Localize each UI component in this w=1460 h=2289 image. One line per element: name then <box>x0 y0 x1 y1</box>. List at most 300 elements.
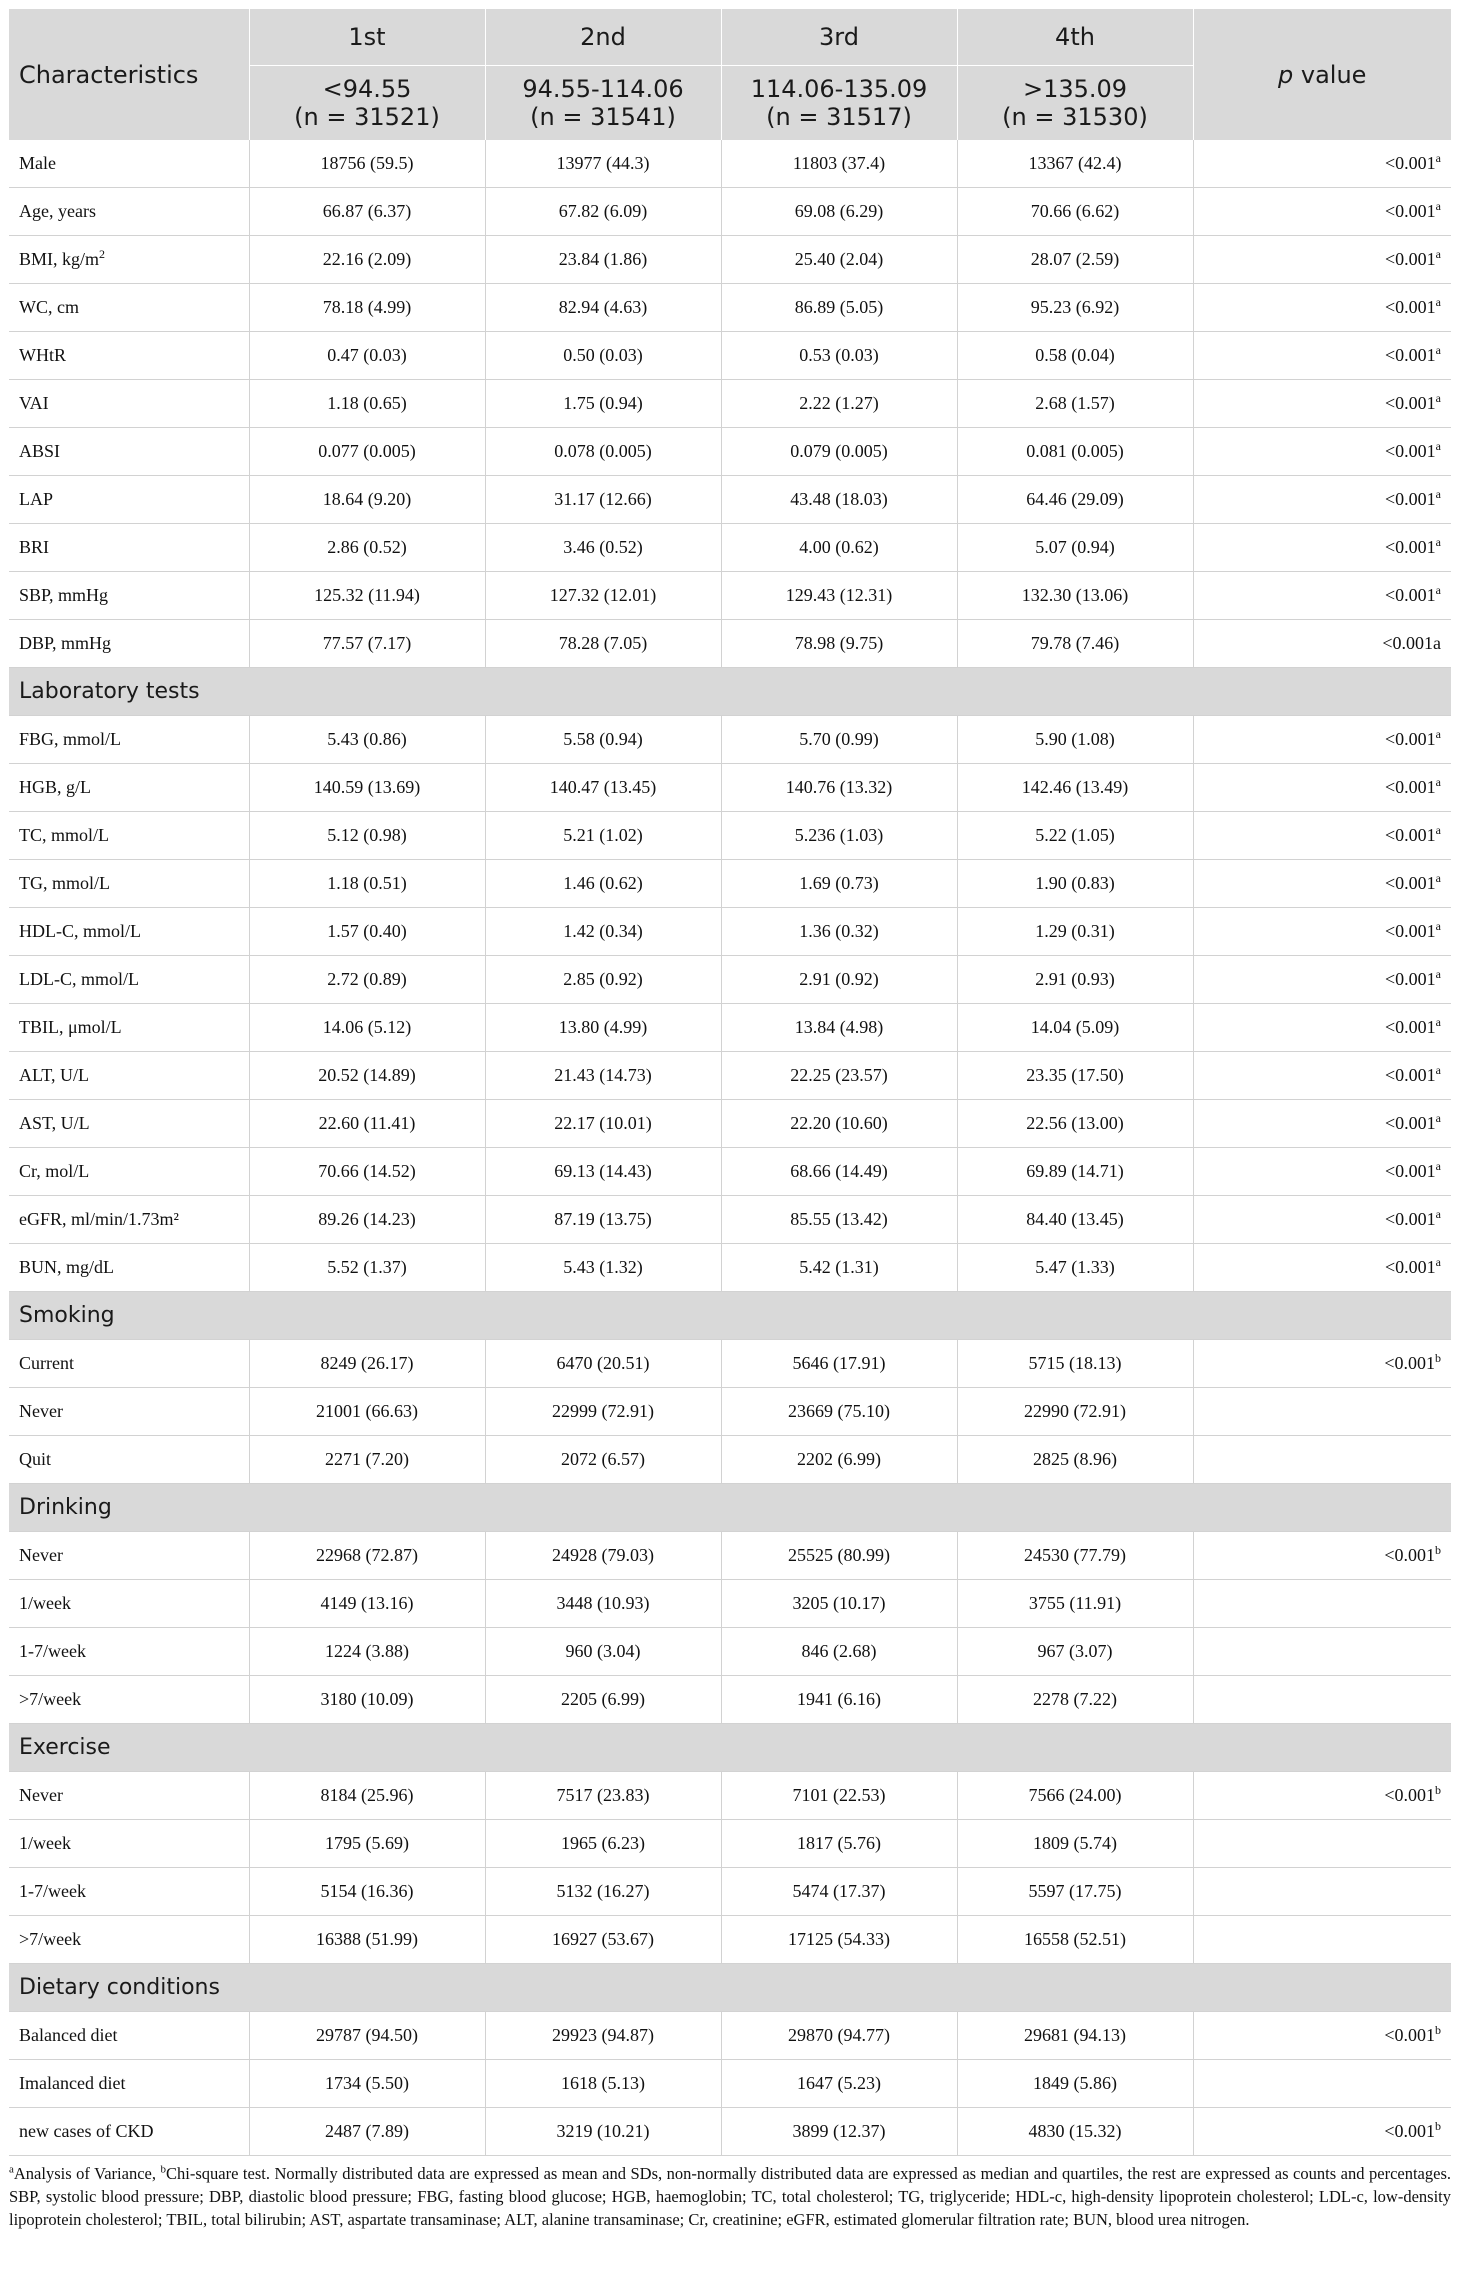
row-label: BMI, kg/m <box>19 249 100 269</box>
section-row <box>9 1484 1451 1532</box>
table-row <box>9 1244 1451 1292</box>
p-value-cell <box>1193 1196 1451 1244</box>
row-label-cell <box>9 380 249 428</box>
p-value-sup: a <box>1435 1159 1441 1173</box>
value-cell: 5.43 (1.32) <box>485 1244 721 1292</box>
row-label-cell <box>9 1244 249 1292</box>
value-cell: 25525 (80.99) <box>721 1532 957 1580</box>
value-cell: 4149 (13.16) <box>249 1580 485 1628</box>
row-label-cell <box>9 908 249 956</box>
value-cell: 142.46 (13.49) <box>957 764 1193 812</box>
row-label: Cr, mol/L <box>19 1161 90 1181</box>
value-cell: 5.42 (1.31) <box>721 1244 957 1292</box>
value-cell: 967 (3.07) <box>957 1628 1193 1676</box>
p-value-cell <box>1193 572 1451 620</box>
row-label-cell <box>9 236 249 284</box>
p-value: <0.001 <box>1385 1257 1436 1277</box>
value-cell: 1618 (5.13) <box>485 2060 721 2108</box>
value-cell: 43.48 (18.03) <box>721 476 957 524</box>
table-row <box>9 2060 1451 2108</box>
section-row <box>9 668 1451 716</box>
section-row <box>9 1964 1451 2012</box>
p-value: <0.001 <box>1385 489 1436 509</box>
range-text: 94.55-114.06 <box>522 75 684 103</box>
footnote-sup-a: a <box>9 2163 14 2176</box>
row-label-cell <box>9 1100 249 1148</box>
value-cell: 2.91 (0.92) <box>721 956 957 1004</box>
value-cell: 5.22 (1.05) <box>957 812 1193 860</box>
value-cell: 18756 (59.5) <box>249 140 485 188</box>
value-cell: 23669 (75.10) <box>721 1388 957 1436</box>
p-value-cell <box>1193 908 1451 956</box>
table-row <box>9 1868 1451 1916</box>
p-value: <0.001 <box>1385 345 1436 365</box>
value-cell: 13.84 (4.98) <box>721 1004 957 1052</box>
value-cell: 22.56 (13.00) <box>957 1100 1193 1148</box>
row-label-cell <box>9 956 249 1004</box>
value-cell: 1734 (5.50) <box>249 2060 485 2108</box>
value-cell: 5.236 (1.03) <box>721 812 957 860</box>
table-row <box>9 908 1451 956</box>
row-label-cell <box>9 332 249 380</box>
value-cell: 16558 (52.51) <box>957 1916 1193 1964</box>
value-cell: 2205 (6.99) <box>485 1676 721 1724</box>
value-cell: 24928 (79.03) <box>485 1532 721 1580</box>
header-group-3rd: 3rd <box>721 9 957 66</box>
table-row <box>9 1580 1451 1628</box>
p-value-cell <box>1193 1916 1451 1964</box>
table-body <box>9 140 1451 2156</box>
section-row <box>9 1724 1451 1772</box>
row-label: new cases of CKD <box>19 2121 154 2141</box>
value-cell: 960 (3.04) <box>485 1628 721 1676</box>
value-cell: 2.85 (0.92) <box>485 956 721 1004</box>
value-cell: 1.90 (0.83) <box>957 860 1193 908</box>
value-cell: 2271 (7.20) <box>249 1436 485 1484</box>
p-value-cell <box>1193 812 1451 860</box>
table-row <box>9 1052 1451 1100</box>
value-cell: 22.60 (11.41) <box>249 1100 485 1148</box>
header-p-value <box>1193 9 1451 140</box>
p-value-sup: b <box>1435 1543 1441 1557</box>
value-cell: 5.43 (0.86) <box>249 716 485 764</box>
row-label-cell <box>9 1340 249 1388</box>
row-label: 1/week <box>19 1593 71 1613</box>
row-label: BUN, mg/dL <box>19 1257 115 1277</box>
p-value-cell <box>1193 1148 1451 1196</box>
value-cell: 1809 (5.74) <box>957 1820 1193 1868</box>
header-range-1st <box>249 66 485 141</box>
table-row <box>9 1676 1451 1724</box>
value-cell: 31.17 (12.66) <box>485 476 721 524</box>
p-value-cell <box>1193 236 1451 284</box>
value-cell: 5.47 (1.33) <box>957 1244 1193 1292</box>
value-cell: 3205 (10.17) <box>721 1580 957 1628</box>
row-label: Balanced diet <box>19 2025 118 2045</box>
table-row <box>9 236 1451 284</box>
row-label: Quit <box>19 1449 52 1469</box>
p-value: <0.001 <box>1385 969 1436 989</box>
p-value-sup: a <box>1435 967 1441 981</box>
table-container <box>9 9 1451 2156</box>
value-cell: 1.69 (0.73) <box>721 860 957 908</box>
row-label: TBIL, μmol/L <box>19 1017 122 1037</box>
row-label-cell <box>9 2060 249 2108</box>
characteristics-table <box>9 9 1451 2156</box>
table-row <box>9 1196 1451 1244</box>
value-cell: 6470 (20.51) <box>485 1340 721 1388</box>
section-heading: Dietary conditions <box>9 1964 1451 2012</box>
row-label: DBP, mmHg <box>19 633 112 653</box>
row-label-cell <box>9 764 249 812</box>
p-value-sup: b <box>1435 2023 1441 2037</box>
p-value-cell <box>1193 764 1451 812</box>
table-row <box>9 2108 1451 2156</box>
table-row <box>9 1916 1451 1964</box>
p-value-cell <box>1193 332 1451 380</box>
value-cell: 87.19 (13.75) <box>485 1196 721 1244</box>
n-text: (n = 31530) <box>1002 103 1148 131</box>
row-label: Never <box>19 1401 63 1421</box>
row-label-cell <box>9 284 249 332</box>
table-row <box>9 1004 1451 1052</box>
value-cell: 5646 (17.91) <box>721 1340 957 1388</box>
value-cell: 1.36 (0.32) <box>721 908 957 956</box>
row-label-cell <box>9 188 249 236</box>
p-value: <0.001 <box>1385 729 1436 749</box>
value-cell: 66.87 (6.37) <box>249 188 485 236</box>
p-value-cell <box>1193 2108 1451 2156</box>
p-value-sup: b <box>1435 1783 1441 1797</box>
p-value-sup: a <box>1435 775 1441 789</box>
row-label-cell <box>9 1532 249 1580</box>
value-cell: 11803 (37.4) <box>721 140 957 188</box>
value-cell: 13.80 (4.99) <box>485 1004 721 1052</box>
value-cell: 129.43 (12.31) <box>721 572 957 620</box>
table-row <box>9 284 1451 332</box>
p-value: <0.001 <box>1385 825 1436 845</box>
p-value: <0.001 <box>1385 1065 1436 1085</box>
row-label-cell <box>9 2012 249 2060</box>
p-value: <0.001 <box>1385 1209 1436 1229</box>
p-value: <0.001 <box>1385 537 1436 557</box>
p-value-sup: b <box>1435 2119 1441 2133</box>
value-cell: 16927 (53.67) <box>485 1916 721 1964</box>
row-label: Age, years <box>19 201 96 221</box>
value-cell: 5.21 (1.02) <box>485 812 721 860</box>
row-label-cell <box>9 716 249 764</box>
value-cell: 4830 (15.32) <box>957 2108 1193 2156</box>
row-label-cell <box>9 620 249 668</box>
table-row <box>9 860 1451 908</box>
value-cell: 3448 (10.93) <box>485 1580 721 1628</box>
header-range-2nd <box>485 66 721 141</box>
row-label: eGFR, ml/min/1.73m² <box>19 1209 179 1229</box>
table-row <box>9 1388 1451 1436</box>
row-label: >7/week <box>19 1689 82 1709</box>
row-label-cell <box>9 1148 249 1196</box>
value-cell: 0.078 (0.005) <box>485 428 721 476</box>
row-label-cell <box>9 1772 249 1820</box>
value-cell: 1941 (6.16) <box>721 1676 957 1724</box>
p-value-cell <box>1193 1676 1451 1724</box>
p-value-cell <box>1193 1532 1451 1580</box>
table-row <box>9 572 1451 620</box>
table-row <box>9 764 1451 812</box>
value-cell: 8184 (25.96) <box>249 1772 485 1820</box>
value-cell: 7517 (23.83) <box>485 1772 721 1820</box>
table-row <box>9 188 1451 236</box>
p-value: <0.001 <box>1385 1161 1436 1181</box>
value-cell: 24530 (77.79) <box>957 1532 1193 1580</box>
value-cell: 69.89 (14.71) <box>957 1148 1193 1196</box>
value-cell: 0.077 (0.005) <box>249 428 485 476</box>
header-range-4th <box>957 66 1193 141</box>
p-value-sup: a <box>1435 1063 1441 1077</box>
value-cell: 140.59 (13.69) <box>249 764 485 812</box>
value-cell: 1.18 (0.51) <box>249 860 485 908</box>
row-label: Imalanced diet <box>19 2073 126 2093</box>
p-value-sup: a <box>1435 295 1441 309</box>
value-cell: 29681 (94.13) <box>957 2012 1193 2060</box>
p-value-sup: a <box>1435 391 1441 405</box>
p-value-cell <box>1193 1436 1451 1484</box>
p-value-cell <box>1193 716 1451 764</box>
row-label: TG, mmol/L <box>19 873 110 893</box>
value-cell: 5.52 (1.37) <box>249 1244 485 1292</box>
value-cell: 84.40 (13.45) <box>957 1196 1193 1244</box>
table-header <box>9 9 1451 140</box>
table-row <box>9 1628 1451 1676</box>
value-cell: 3219 (10.21) <box>485 2108 721 2156</box>
value-cell: 21001 (66.63) <box>249 1388 485 1436</box>
value-cell: 0.50 (0.03) <box>485 332 721 380</box>
value-cell: 22.20 (10.60) <box>721 1100 957 1148</box>
p-value: <0.001 <box>1384 1353 1435 1373</box>
section-heading: Smoking <box>9 1292 1451 1340</box>
p-value-sup: a <box>1435 583 1441 597</box>
row-label-cell <box>9 1580 249 1628</box>
p-value-cell <box>1193 1820 1451 1868</box>
row-label-cell <box>9 140 249 188</box>
table-row <box>9 1820 1451 1868</box>
row-label-cell <box>9 476 249 524</box>
value-cell: 5.12 (0.98) <box>249 812 485 860</box>
footnote-sup-b: b <box>160 2163 166 2176</box>
table-row <box>9 524 1451 572</box>
value-cell: 1965 (6.23) <box>485 1820 721 1868</box>
row-label-cell <box>9 1868 249 1916</box>
value-cell: 70.66 (14.52) <box>249 1148 485 1196</box>
table-row <box>9 332 1451 380</box>
value-cell: 2.86 (0.52) <box>249 524 485 572</box>
p-value: <0.001 <box>1385 297 1436 317</box>
p-value-cell <box>1193 956 1451 1004</box>
value-cell: 0.079 (0.005) <box>721 428 957 476</box>
p-value-sup: a <box>1435 1207 1441 1221</box>
value-cell: 85.55 (13.42) <box>721 1196 957 1244</box>
value-cell: 1647 (5.23) <box>721 2060 957 2108</box>
section-heading: Exercise <box>9 1724 1451 1772</box>
value-cell: 5597 (17.75) <box>957 1868 1193 1916</box>
row-label: AST, U/L <box>19 1113 90 1133</box>
value-cell: 5154 (16.36) <box>249 1868 485 1916</box>
p-value-cell <box>1193 188 1451 236</box>
value-cell: 1795 (5.69) <box>249 1820 485 1868</box>
p-value-cell <box>1193 1772 1451 1820</box>
p-value-cell <box>1193 1004 1451 1052</box>
p-value-cell <box>1193 1388 1451 1436</box>
table-row <box>9 476 1451 524</box>
value-cell: 140.76 (13.32) <box>721 764 957 812</box>
value-cell: 16388 (51.99) <box>249 1916 485 1964</box>
row-label: HDL-C, mmol/L <box>19 921 141 941</box>
value-cell: 5.70 (0.99) <box>721 716 957 764</box>
value-cell: 28.07 (2.59) <box>957 236 1193 284</box>
value-cell: 5.07 (0.94) <box>957 524 1193 572</box>
value-cell: 3180 (10.09) <box>249 1676 485 1724</box>
value-cell: 77.57 (7.17) <box>249 620 485 668</box>
section-heading: Laboratory tests <box>9 668 1451 716</box>
header-group-4th: 4th <box>957 9 1193 66</box>
p-value-sup: a <box>1435 919 1441 933</box>
value-cell: 22.16 (2.09) <box>249 236 485 284</box>
value-cell: 1.18 (0.65) <box>249 380 485 428</box>
table-row <box>9 1148 1451 1196</box>
p-value-cell <box>1193 476 1451 524</box>
p-value-cell <box>1193 284 1451 332</box>
table-row <box>9 716 1451 764</box>
row-label: BRI <box>19 537 50 557</box>
p-value-cell <box>1193 524 1451 572</box>
value-cell: 132.30 (13.06) <box>957 572 1193 620</box>
row-label: WC, cm <box>19 297 79 317</box>
row-label-cell <box>9 2108 249 2156</box>
value-cell: 3755 (11.91) <box>957 1580 1193 1628</box>
value-cell: 127.32 (12.01) <box>485 572 721 620</box>
p-value-sup: a <box>1435 439 1441 453</box>
table-row <box>9 1340 1451 1388</box>
header-range-3rd <box>721 66 957 141</box>
p-value: <0.001 <box>1384 1545 1435 1565</box>
value-cell: 3.46 (0.52) <box>485 524 721 572</box>
p-value-sup: a <box>1435 727 1441 741</box>
value-cell: 140.47 (13.45) <box>485 764 721 812</box>
p-value: <0.001 <box>1385 249 1436 269</box>
p-value: <0.001 <box>1384 2025 1435 2045</box>
p-value-sup: a <box>1435 487 1441 501</box>
value-cell: 22.17 (10.01) <box>485 1100 721 1148</box>
p-value: <0.001 <box>1385 153 1436 173</box>
value-cell: 29787 (94.50) <box>249 2012 485 2060</box>
p-value-sup: a <box>1435 343 1441 357</box>
value-cell: 5.58 (0.94) <box>485 716 721 764</box>
p-value-sup: a <box>1435 199 1441 213</box>
p-value: <0.001 <box>1385 921 1436 941</box>
p-value-sup: a <box>1435 1111 1441 1125</box>
value-cell: 1.75 (0.94) <box>485 380 721 428</box>
value-cell: 5474 (17.37) <box>721 1868 957 1916</box>
value-cell: 2487 (7.89) <box>249 2108 485 2156</box>
row-label-cell <box>9 1676 249 1724</box>
section-heading: Drinking <box>9 1484 1451 1532</box>
value-cell: 78.28 (7.05) <box>485 620 721 668</box>
value-cell: 14.06 (5.12) <box>249 1004 485 1052</box>
row-label: Male <box>19 153 56 173</box>
row-label: VAI <box>19 393 49 413</box>
p-value-sup: a <box>1435 823 1441 837</box>
n-text: (n = 31517) <box>766 103 912 131</box>
value-cell: 29870 (94.77) <box>721 2012 957 2060</box>
header-group-1st: 1st <box>249 9 485 66</box>
value-cell: 89.26 (14.23) <box>249 1196 485 1244</box>
p-value-cell <box>1193 1244 1451 1292</box>
value-cell: 67.82 (6.09) <box>485 188 721 236</box>
value-cell: 86.89 (5.05) <box>721 284 957 332</box>
row-label-cell <box>9 572 249 620</box>
header-group-2nd: 2nd <box>485 9 721 66</box>
value-cell: 2825 (8.96) <box>957 1436 1193 1484</box>
value-cell: 23.35 (17.50) <box>957 1052 1193 1100</box>
value-cell: 14.04 (5.09) <box>957 1004 1193 1052</box>
n-text: (n = 31541) <box>530 103 676 131</box>
value-cell: 4.00 (0.62) <box>721 524 957 572</box>
p-value: <0.001 <box>1385 1113 1436 1133</box>
n-text: (n = 31521) <box>294 103 440 131</box>
value-cell: 2.91 (0.93) <box>957 956 1193 1004</box>
value-cell: 22968 (72.87) <box>249 1532 485 1580</box>
value-cell: 7101 (22.53) <box>721 1772 957 1820</box>
row-label: 1-7/week <box>19 1881 86 1901</box>
row-label-cell <box>9 1628 249 1676</box>
p-value-cell <box>1193 1628 1451 1676</box>
row-label-cell <box>9 1388 249 1436</box>
value-cell: 5.90 (1.08) <box>957 716 1193 764</box>
p-value: <0.001 <box>1385 441 1436 461</box>
p-value: <0.001a <box>1382 633 1441 653</box>
row-label-cell <box>9 524 249 572</box>
p-value-cell <box>1193 2060 1451 2108</box>
value-cell: 29923 (94.87) <box>485 2012 721 2060</box>
p-value-sup: a <box>1435 871 1441 885</box>
range-text: 114.06-135.09 <box>750 75 928 103</box>
value-cell: 0.47 (0.03) <box>249 332 485 380</box>
row-label: LDL-C, mmol/L <box>19 969 139 989</box>
value-cell: 18.64 (9.20) <box>249 476 485 524</box>
p-value: <0.001 <box>1385 873 1436 893</box>
value-cell: 68.66 (14.49) <box>721 1148 957 1196</box>
row-label-cell <box>9 1052 249 1100</box>
p-value-cell <box>1193 2012 1451 2060</box>
p-value-cell <box>1193 428 1451 476</box>
row-label-cell <box>9 1916 249 1964</box>
row-label-cell <box>9 1196 249 1244</box>
value-cell: 125.32 (11.94) <box>249 572 485 620</box>
row-label-cell <box>9 428 249 476</box>
p-value: <0.001 <box>1385 777 1436 797</box>
row-label: HGB, g/L <box>19 777 91 797</box>
value-cell: 78.18 (4.99) <box>249 284 485 332</box>
value-cell: 1.57 (0.40) <box>249 908 485 956</box>
p-value-cell <box>1193 1100 1451 1148</box>
value-cell: 22.25 (23.57) <box>721 1052 957 1100</box>
p-value-sup: a <box>1435 1015 1441 1029</box>
table-row <box>9 620 1451 668</box>
value-cell: 21.43 (14.73) <box>485 1052 721 1100</box>
value-cell: 1817 (5.76) <box>721 1820 957 1868</box>
range-text: <94.55 <box>322 75 412 103</box>
header-characteristics: Characteristics <box>9 9 249 140</box>
